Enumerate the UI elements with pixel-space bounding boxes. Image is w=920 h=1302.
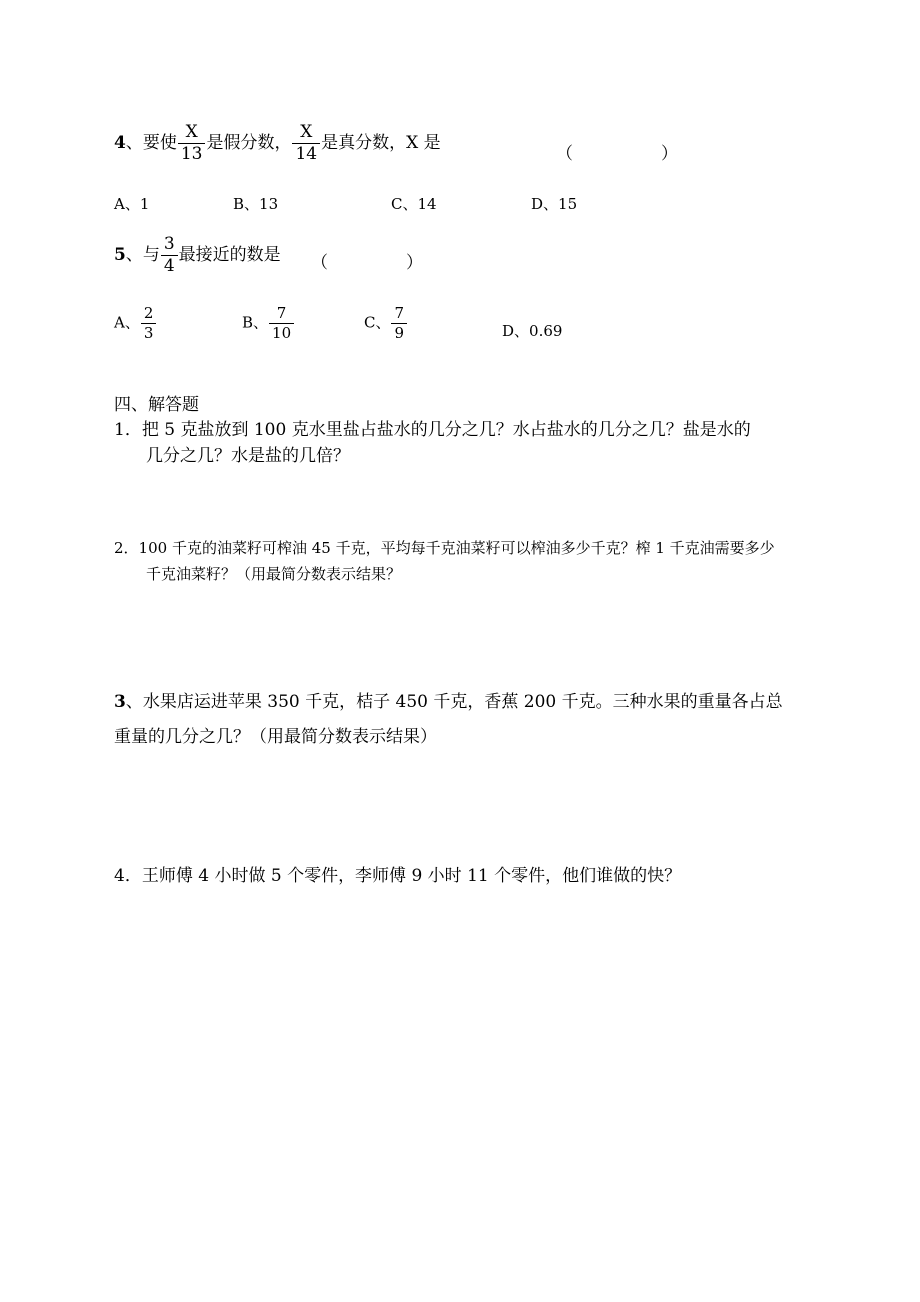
option-a: A、 $\frac{2}{3}$	[114, 306, 157, 341]
answer-paren-open: （	[311, 253, 328, 273]
problem-1-line-2: 几分之几？水是盐的几倍？	[146, 446, 350, 466]
question-number: 5	[114, 245, 126, 265]
problem-3-line-2: 重量的几分之几？（用最简分数表示结果）	[114, 727, 437, 747]
fraction-7-over-9: $\frac{7}{9}$	[391, 306, 407, 341]
option-d: D、0.69	[502, 322, 563, 340]
question-text: 最接近的数是	[178, 245, 281, 265]
question-text: 、与	[125, 245, 160, 265]
question-text: 是假分数，	[206, 133, 292, 153]
problem-2-line-2: 千克油菜籽？（用最简分数表示结果？	[146, 565, 402, 583]
problem-4-line-1: 4．王师傅 4 小时做 5 个零件，李师傅 9 小时 11 个零件，他们谁做的快？	[114, 866, 682, 886]
question-4-line	[114, 124, 441, 163]
question-text: 是真分数，X 是	[321, 133, 441, 153]
answer-paren-open: （	[556, 144, 573, 164]
problem-1-line-1: 1．把 5 克盐放到 100 克水里盐占盐水的几分之几？水占盐水的几分之几？盐是水的	[114, 420, 751, 440]
fraction-2-over-3: $\frac{2}{3}$	[141, 306, 157, 341]
problem-number: 3	[114, 692, 126, 712]
problem-3-line-1: 3、水果店运进苹果 350 千克，桔子 450 千克，香蕉 200 千克。三种水果的重量各占总	[114, 692, 783, 712]
answer-paren-close: ）	[661, 144, 678, 164]
fraction-3-over-4: $\frac{3}{4}$	[161, 236, 178, 275]
fraction-x-over-14: $\frac{X}{14}$	[292, 124, 320, 163]
question-number: 4	[114, 133, 126, 153]
option-c: C、 $\frac{7}{9}$	[364, 306, 408, 341]
fraction-7-over-10: $\frac{7}{10}$	[269, 306, 294, 341]
option-a: A、1	[114, 195, 150, 213]
option-d: D、15	[531, 195, 578, 213]
question-5-line	[114, 236, 281, 275]
option-b: B、 $\frac{7}{10}$	[242, 306, 295, 341]
fraction-x-over-13: $\frac{X}{13}$	[178, 124, 206, 163]
option-c: C、14	[391, 195, 437, 213]
question-text: 、要使	[125, 133, 177, 153]
problem-2-line-1: 2．100 千克的油菜籽可榨油 45 千克，平均每千克油菜籽可以榨油多少千克？榨 1 千克油需要多少	[114, 539, 775, 557]
option-b: B、13	[233, 195, 279, 213]
section-title: 四、解答题	[114, 395, 199, 415]
answer-paren-close: ）	[406, 253, 423, 273]
